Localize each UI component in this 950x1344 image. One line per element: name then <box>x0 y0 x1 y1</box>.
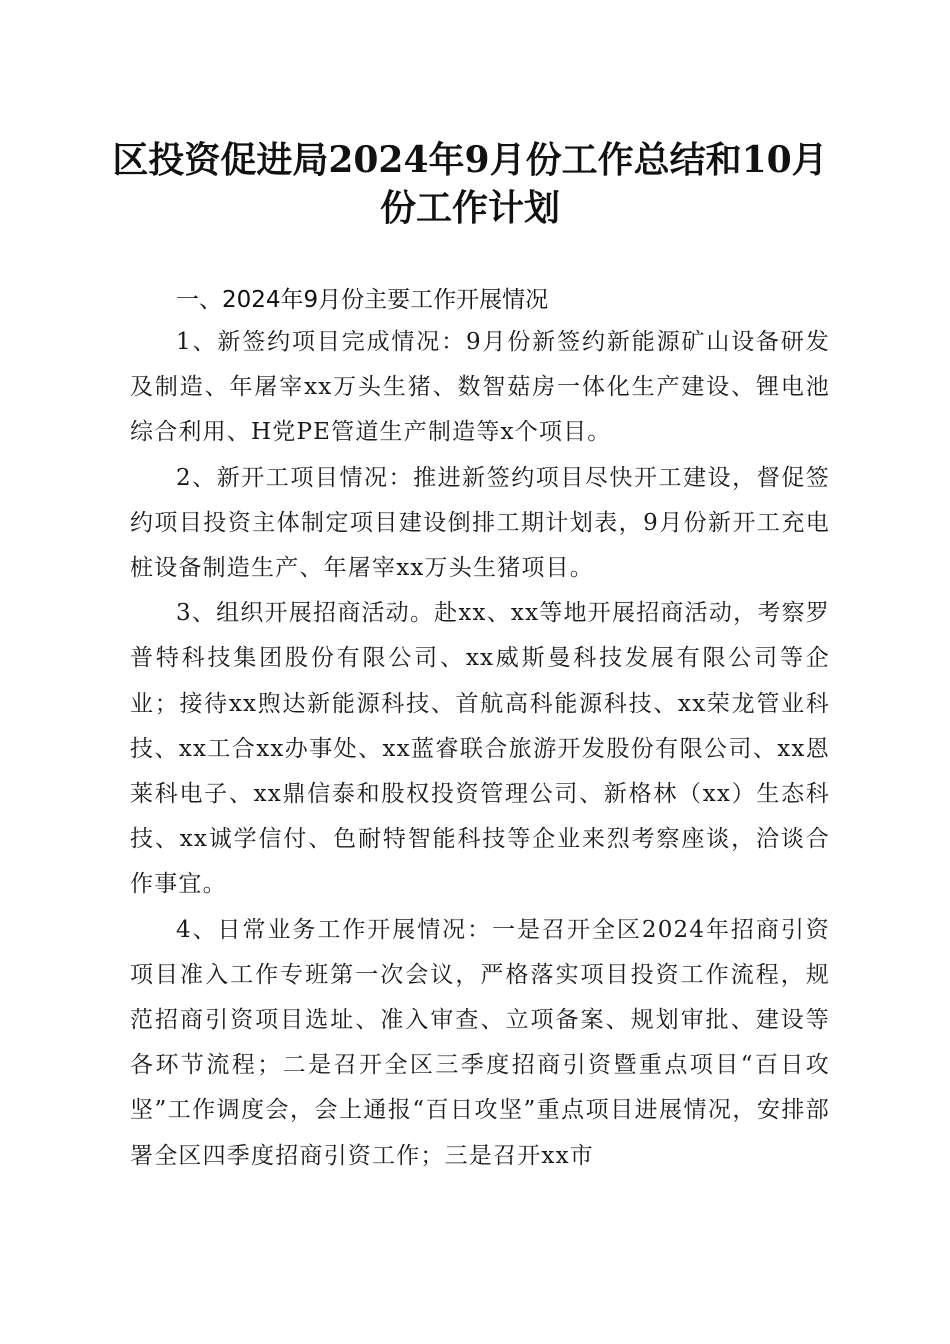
paragraph-signed-projects: 1、新签约项目完成情况：9月份新签约新能源矿山设备研发及制造、年屠宰xx万头生猪、数智菇房一体化生产建设、锂电池综合利用、H党PE管道生产制造等x个项目。 <box>130 329 830 446</box>
paragraph-daily-work: 4、日常业务工作开展情况：一是召开全区2024年招商引资项目准入工作专班第一次会议，严格落实项目投资工作流程，规范招商引资项目选址、准入审查、立项备案、规划审批、建设等各环节流程；二是召开全区三季度招商引资暨重点项目“百日攻坚”工作调度会，会上通报“百日攻坚”重点项目进展情况，安排部署全区四季度招商引资工作；三是召开xx市 <box>130 916 830 1169</box>
document-body <box>130 280 830 1179</box>
paragraph-started-projects: 2、新开工项目情况：推进新签约项目尽快开工建设，督促签约项目投资主体制定项目建设倒排工期计划表，9月份新开工充电桩设备制造生产、年屠宰xx万头生猪项目。 <box>130 464 830 582</box>
document-title: 区投资促进局2024年9月份工作总结和10月份工作计划 <box>112 139 828 229</box>
paragraph-investment-activities: 3、组织开展招商活动。赴xx、xx等地开展招商活动，考察罗普特科技集团股份有限公司、xx威斯曼科技发展有限公司等企业；接待xx煦达新能源科技、首航高科能源科技、xx荣龙管业科技、xx工合xx办事处、xx蓝睿联合旅游开发股份有限公司、xx恩莱科电子、xx鼎信泰和股权投资管理公司、新格林（xx）生态科技、xx诚学信付、色耐特智能科技等企业来烈考察座谈，洽谈合作事宜。 <box>130 600 830 898</box>
section-heading: 一、2024年9月份主要工作开展情况 <box>176 287 549 313</box>
